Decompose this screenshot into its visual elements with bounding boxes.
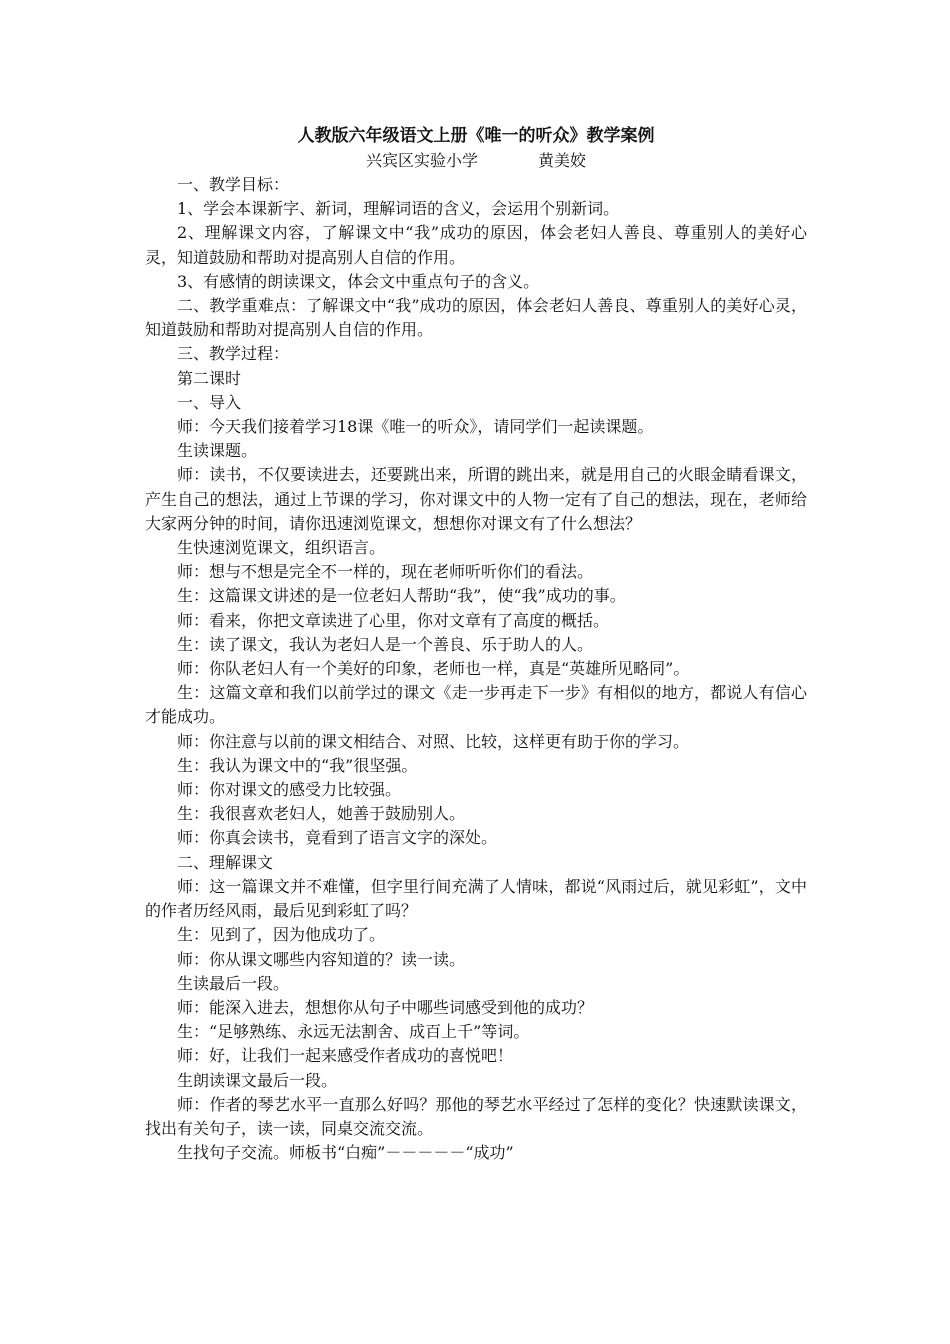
paragraph: 师：能深入进去，想想你从句子中哪些词感受到他的成功？ <box>177 997 594 1017</box>
paragraph: 生：“足够熟练、永远无法割舍、成百上千”等词。 <box>177 1022 530 1042</box>
paragraph: 生朗读课文最后一段。 <box>177 1070 338 1090</box>
paragraph: 二、理解课文 <box>177 852 274 872</box>
paragraph: 生：读了课文，我认为老妇人是一个善良、乐于助人的人。 <box>177 634 594 654</box>
paragraph: 3、有感情的朗读课文，体会文中重点句子的含义。 <box>177 271 540 291</box>
document-body <box>145 173 807 1165</box>
paragraph: 师：你对课文的感受力比较强。 <box>177 780 402 800</box>
paragraph: 生：这篇课文讲述的是一位老妇人帮助“我”，使“我”成功的事。 <box>177 586 626 606</box>
author-line <box>145 149 807 173</box>
paragraph: 一、导入 <box>177 392 242 412</box>
paragraph: 师：看来，你把文章读进了心里，你对文章有了高度的概括。 <box>177 610 610 630</box>
author-name: 黄美姣 <box>538 151 587 170</box>
school-name: 兴宾区实验小学 <box>365 151 478 170</box>
paragraph: 三、教学过程： <box>177 344 290 364</box>
paragraph: 师：这一篇课文并不难懂，但字里行间充满了人情味，都说“风雨过后，就见彩虹”，文中的作者历经风雨，最后见到彩虹了吗？ <box>145 876 807 921</box>
paragraph: 生：这篇文章和我们以前学过的课文《走一步再走下一步》有相似的地方，都说人有信心才能成功。 <box>145 683 807 727</box>
paragraph: 师：你注意与以前的课文相结合、对照、比较，这样更有助于你的学习。 <box>177 731 690 751</box>
paragraph: 2、理解课文内容，了解课文中“我”成功的原因，体会老妇人善良、尊重别人的美好心灵，知道鼓励和帮助对提高别人自信的作用。 <box>145 223 807 267</box>
paragraph: 生读课题。 <box>177 441 258 461</box>
paragraph: 第二课时 <box>177 368 242 388</box>
paragraph: 二、教学重难点：了解课文中“我”成功的原因，体会老妇人善良、尊重别人的美好心灵，知道鼓励和帮助对提高别人自信的作用。 <box>145 296 807 340</box>
paragraph: 生快速浏览课文，组织语言。 <box>177 538 386 558</box>
paragraph: 师：你队老妇人有一个美好的印象，老师也一样，真是“英雄所见略同”。 <box>177 659 690 679</box>
document-title: 人教版六年级语文上册《唯一的听众》教学案例 <box>297 126 655 146</box>
document-page <box>145 124 807 1165</box>
paragraph: 1、学会本课新字、新词，理解词语的含义，会运用个别新词。 <box>177 199 620 219</box>
paragraph: 师：好，让我们一起来感受作者成功的喜悦吧！ <box>177 1046 514 1066</box>
paragraph: 生读最后一段。 <box>177 973 290 993</box>
paragraph: 生：我认为课文中的“我”很坚强。 <box>177 755 418 775</box>
paragraph: 师：你从课文哪些内容知道的？读一读。 <box>177 949 466 969</box>
paragraph: 师：作者的琴艺水平一直那么好吗？那他的琴艺水平经过了怎样的变化？快速默读课文，找出有关句子，读一读，同桌交流交流。 <box>145 1094 807 1138</box>
paragraph: 师：想与不想是完全不一样的，现在老师听听你们的看法。 <box>177 562 594 582</box>
paragraph: 师：读书，不仅要读进去，还要跳出来，所谓的跳出来，就是用自己的火眼金睛看课文，产生自己的想法，通过上节课的学习，你对课文中的人物一定有了自己的想法，现在，老师给大家两分钟的时间，请你迅速浏览课文，想想你对课文有了什么想法？ <box>145 465 807 533</box>
paragraph: 生找句子交流。师板书“白痴”－－－－－“成功” <box>177 1143 514 1163</box>
paragraph: 师：你真会读书，竟看到了语言文字的深处。 <box>177 828 498 848</box>
paragraph: 生：见到了，因为他成功了。 <box>177 925 386 945</box>
paragraph: 生：我很喜欢老妇人，她善于鼓励别人。 <box>177 804 466 824</box>
paragraph: 师：今天我们接着学习18课《唯一的听众》，请同学们一起读课题。 <box>177 417 654 437</box>
paragraph: 一、教学目标： <box>177 175 290 194</box>
